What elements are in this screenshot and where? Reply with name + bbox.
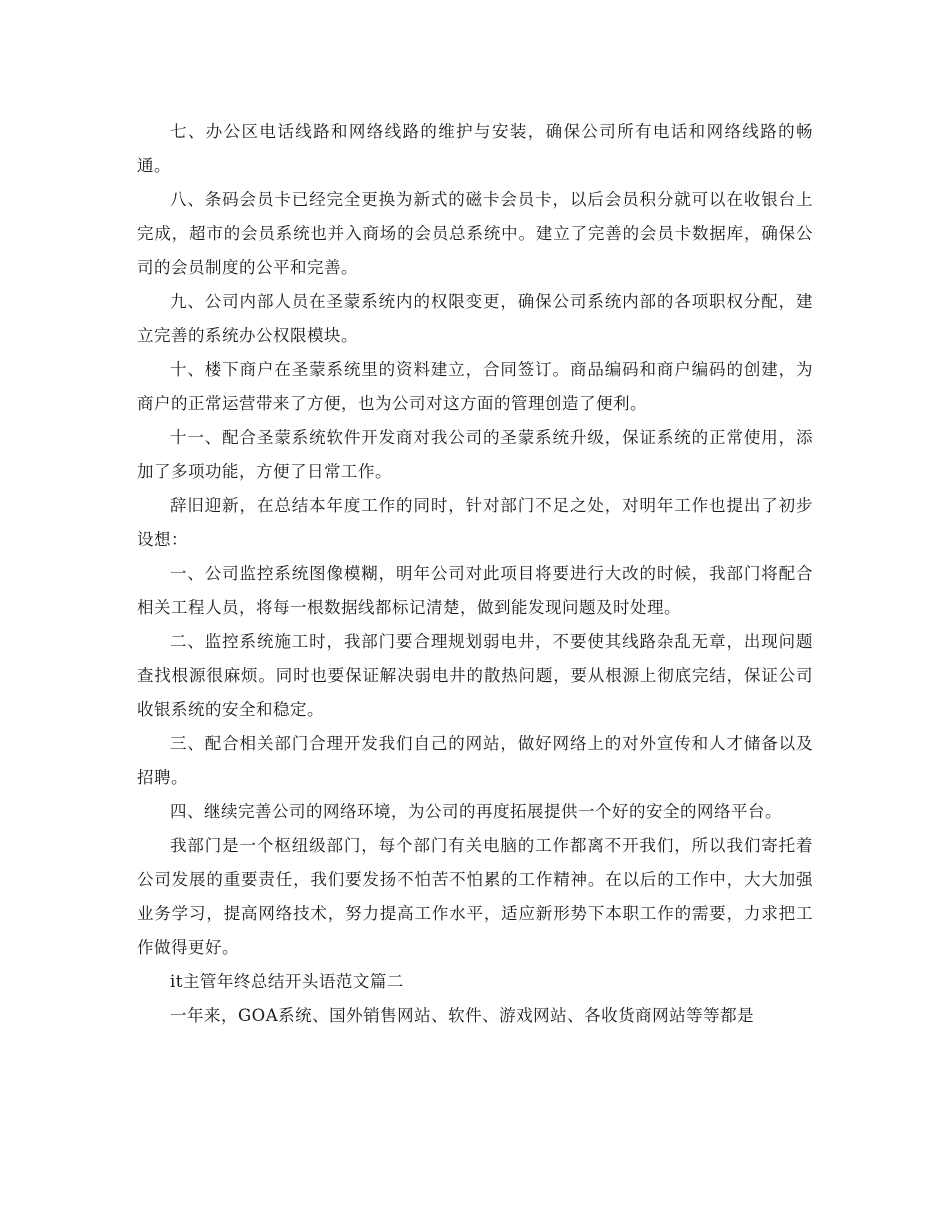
paragraph-item-ten: 十、楼下商户在圣蒙系统里的资料建立，合同签订。商品编码和商户编码的创建，为商户的正常运营带来了方便，也为公司对这方面的管理创造了便利。 — [137, 360, 813, 413]
paragraph-section-two-start: 一年来，GOA系统、国外销售网站、软件、游戏网站、各收货商网站等等都是 — [170, 1006, 755, 1025]
paragraph-plans-intro: 辞旧迎新，在总结本年度工作的同时，针对部门不足之处，对明年工作也提出了初步设想： — [137, 496, 813, 549]
paragraph-item-seven: 七、办公区电话线路和网络线路的维护与安装，确保公司所有电话和网络线路的畅通。 — [137, 122, 813, 175]
paragraph-item-eight: 八、条码会员卡已经完全更换为新式的磁卡会员卡，以后会员积分就可以在收银台上完成，超市的会员系统也并入商场的会员总系统中。建立了完善的会员卡数据库，确保公司的会员制度的公平和完善。 — [137, 190, 813, 277]
section-heading: it主管年终总结开头语范文篇二 — [170, 972, 404, 991]
document-body — [137, 115, 813, 1033]
paragraph-plan-four: 四、继续完善公司的网络环境，为公司的再度拓展提供一个好的安全的网络平台。 — [170, 802, 782, 821]
paragraph-item-nine: 九、公司内部人员在圣蒙系统内的权限变更，确保公司系统内部的各项职权分配，建立完善的系统办公权限模块。 — [137, 292, 813, 345]
paragraph-plan-three: 三、配合相关部门合理开发我们自己的网站，做好网络上的对外宣传和人才储备以及招聘。 — [137, 734, 813, 787]
paragraph-item-eleven: 十一、配合圣蒙系统软件开发商对我公司的圣蒙系统升级，保证系统的正常使用，添加了多项功能，方便了日常工作。 — [137, 428, 813, 481]
paragraph-plan-one: 一、公司监控系统图像模糊，明年公司对此项目将要进行大改的时候，我部门将配合相关工程人员，将每一根数据线都标记清楚，做到能发现问题及时处理。 — [137, 564, 813, 617]
paragraph-plan-two: 二、监控系统施工时，我部门要合理规划弱电井，不要使其线路杂乱无章，出现问题查找根源很麻烦。同时也要保证解决弱电井的散热问题，要从根源上彻底完结，保证公司收银系统的安全和稳定。 — [137, 632, 813, 719]
paragraph-conclusion: 我部门是一个枢纽级部门，每个部门有关电脑的工作都离不开我们，所以我们寄托着公司发展的重要责任，我们要发扬不怕苦不怕累的工作精神。在以后的工作中，大大加强业务学习，提高网络技术，努力提高工作水平，适应新形势下本职工作的需要，力求把工作做得更好。 — [137, 836, 813, 957]
